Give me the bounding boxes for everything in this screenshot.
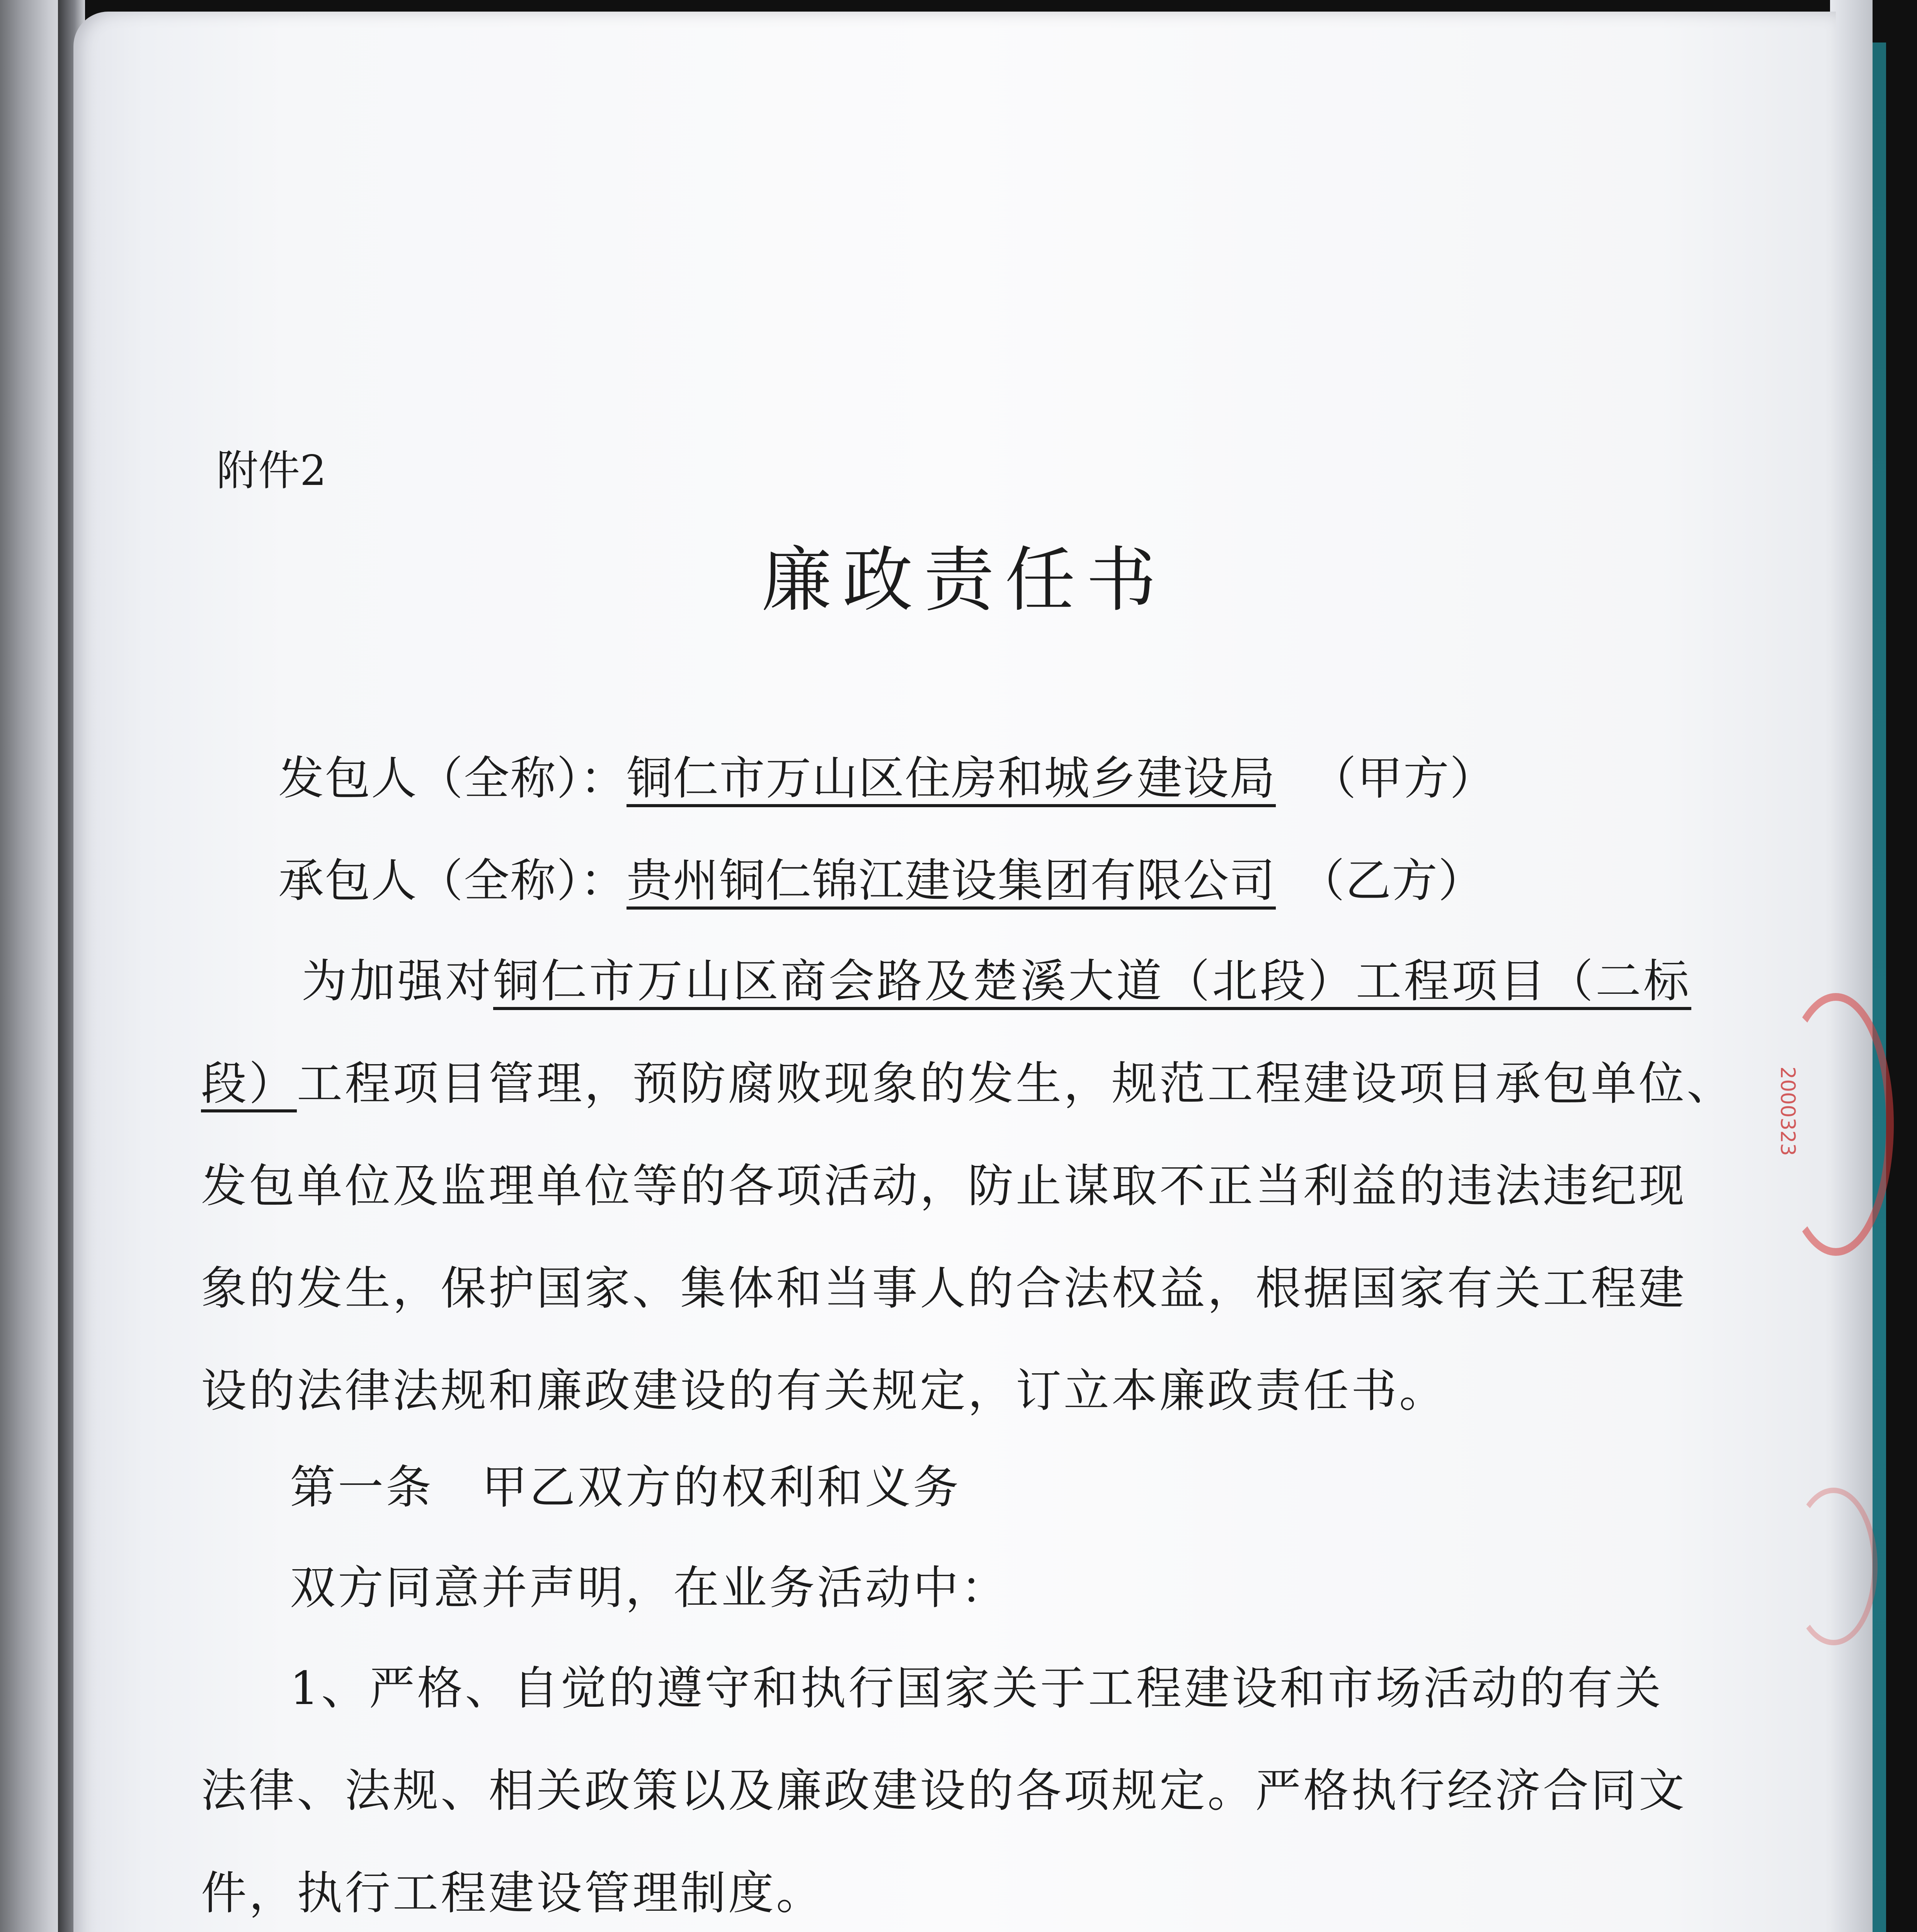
party-b-name: 贵州铜仁锦江建设集团有限公司 [627,854,1276,907]
intro-line-4: 象的发生，保护国家、集体和当事人的合法权益，根据国家有关工程建 [201,1262,1687,1315]
intro-line-5: 设的法律法规和廉政建设的有关规定，订立本廉政责任书。 [201,1364,1447,1417]
article-1-heading: 第一条 甲乙双方的权利和义务 [290,1461,961,1514]
right-cover-edge [1873,43,1886,1932]
project-name-part-2: 段） [201,1057,297,1110]
party-a-prefix: 发包人（全称）： [278,752,627,805]
project-name-part-1: 铜仁市万山区商会路及楚溪大道（北段）工程项目（二标 [493,954,1692,1008]
intro-line-1 [301,954,1692,1008]
clause-1-line-3: 件，执行工程建设管理制度。 [201,1866,824,1920]
intro-line-2-rest: 工程项目管理，预防腐败现象的发生，规范工程建设项目承包单位、 [297,1057,1735,1110]
clause-1-line-2: 法律、法规、相关政策以及廉政建设的各项规定。严格执行经济合同文 [201,1764,1687,1817]
intro-line-3: 发包单位及监理单位等的各项活动，防止谋取不正当利益的违法违纪现 [201,1159,1687,1213]
intro-prefix: 为加强对 [301,954,494,1008]
article-1-statement: 双方同意并声明，在业务活动中： [290,1561,1009,1614]
attachment-label: 附件2 [216,447,327,495]
party-a-line [278,752,1496,805]
seal-fragment-text: 2000323 [1776,1066,1799,1156]
party-a-name: 铜仁市万山区住房和城乡建设局 [627,752,1276,805]
party-a-suffix: （甲方） [1311,752,1496,805]
clause-1-line-1: 1、严格、自觉的遵守和执行国家关于工程建设和市场活动的有关 [290,1662,1663,1715]
intro-line-2 [201,1057,1735,1110]
party-b-line [278,854,1485,907]
red-seal-fragment-faint [1789,1488,1878,1645]
party-b-prefix: 承包人（全称）： [278,854,627,907]
document-title: 廉政责任书 [761,539,1167,621]
party-b-suffix: （乙方） [1299,854,1485,907]
